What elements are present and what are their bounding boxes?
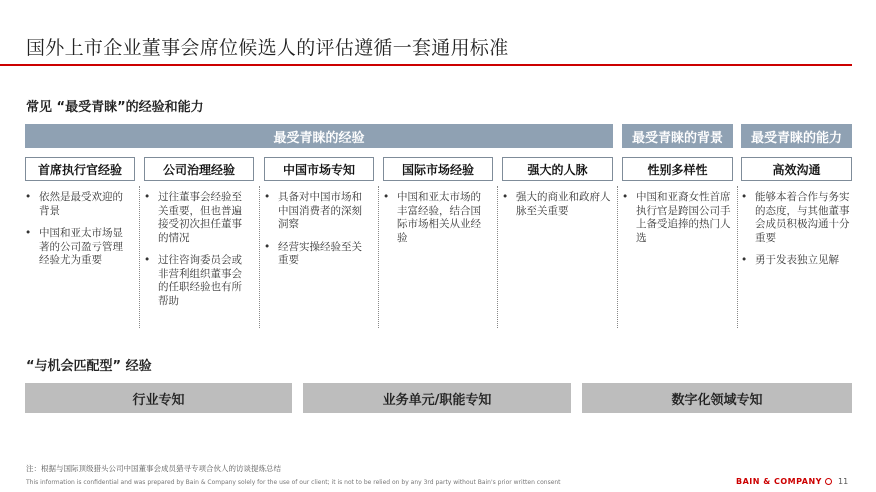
column-header-governance: 公司治理经验 <box>144 157 254 181</box>
brand-name: BAIN & COMPANY <box>736 477 822 486</box>
column-body-ceo <box>25 191 133 277</box>
column-divider <box>259 186 260 328</box>
column-divider <box>497 186 498 328</box>
brand-circle-icon <box>825 478 832 485</box>
list-item: • 中国和亚太市场显著的公司盈亏管理经验尤为重要 <box>25 227 123 266</box>
section-common-title: 常见 “最受青睐”的经验和能力 <box>26 100 204 115</box>
list-item: • 勇于发表独立见解 <box>741 254 839 266</box>
column-body-governance <box>144 191 252 317</box>
list-item: • 能够本着合作与务实的态度，与其他董事会成员积极沟通十分重要 <box>741 191 850 244</box>
column-body-communication <box>741 191 850 277</box>
page-title: 国外上市企业董事会席位候选人的评估遵循一套通用标准 <box>26 37 509 59</box>
title-divider <box>0 64 852 66</box>
list-item: • 依然是最受欢迎的背景 <box>25 191 123 217</box>
band-background: 最受青睐的背景 <box>622 124 733 148</box>
column-header-china-market: 中国市场专知 <box>264 157 374 181</box>
list-item: • 中国和亚太市场的丰富经验，结合国际市场相关从业经验 <box>383 191 481 244</box>
column-divider <box>378 186 379 328</box>
column-body-gender <box>622 191 731 254</box>
brand-logo <box>736 477 832 486</box>
list-item: • 具备对中国市场和中国消费者的深刻洞察 <box>264 191 362 230</box>
list-item: • 经营实操经验至关重要 <box>264 240 362 266</box>
list-item: • 中国和亚裔女性首席执行官是跨国公司手上备受追捧的热门人选 <box>622 191 731 244</box>
list-item: • 过往咨询委员会或非营利组织董事会的任职经验也有所帮助 <box>144 254 242 307</box>
band-ability: 最受青睐的能力 <box>741 124 852 148</box>
column-divider <box>737 186 738 328</box>
column-header-intl-market: 国际市场经验 <box>383 157 493 181</box>
page-number: 11 <box>838 477 849 486</box>
column-divider <box>139 186 140 328</box>
list-item: • 强大的商业和政府人脉至关重要 <box>502 191 611 217</box>
column-body-network <box>502 191 611 227</box>
column-body-china-market <box>264 191 372 277</box>
confidentiality-disclaimer: This information is confidential and was prepared by Bain & Company solely for the use of our client; it is not to be relied on by any 3rd party without Bain's prior written consent <box>26 479 561 486</box>
column-header-ceo: 首席执行官经验 <box>25 157 135 181</box>
section-matched-title: “与机会匹配型” 经验 <box>26 359 152 374</box>
column-header-gender: 性别多样性 <box>622 157 733 181</box>
bar-function-expertise: 业务单元/职能专知 <box>303 383 571 413</box>
column-header-communication: 高效沟通 <box>741 157 852 181</box>
band-experience: 最受青睐的经验 <box>25 124 613 148</box>
list-item: • 过往董事会经验至关重要，但也普遍接受初次担任董事的情况 <box>144 191 242 244</box>
column-body-intl-market <box>383 191 491 254</box>
bar-industry-expertise: 行业专知 <box>25 383 292 413</box>
bar-digital-expertise: 数字化领域专知 <box>582 383 852 413</box>
column-divider <box>617 186 618 328</box>
footnote: 注：根据与国际顶级猎头公司中国董事会成员猎寻专项合伙人的访谈提炼总结 <box>26 464 281 473</box>
column-header-network: 强大的人脉 <box>502 157 613 181</box>
